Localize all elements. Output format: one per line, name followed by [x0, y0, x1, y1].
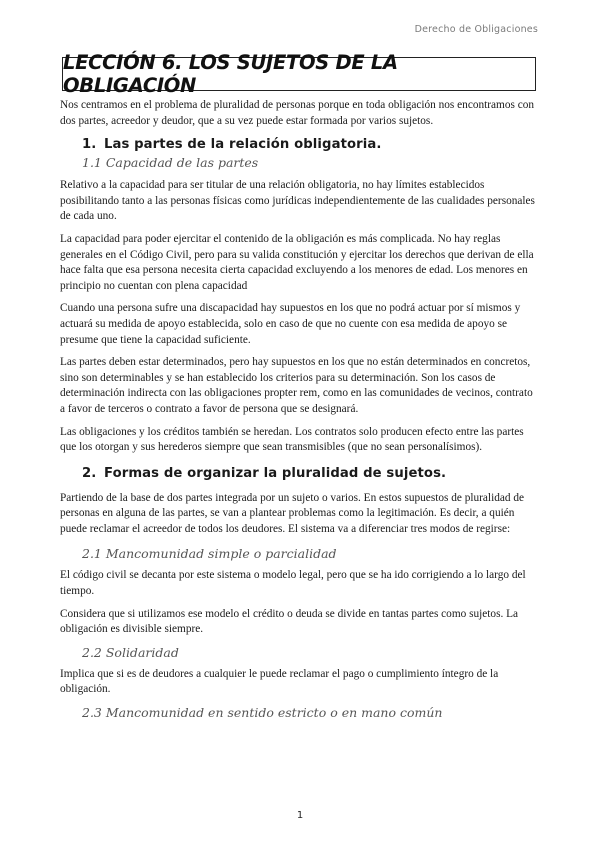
paragraph: Las obligaciones y los créditos también se heredan. Los contratos solo producen efecto entre las partes que los otorgan y sus herederos siempre que sean transmisibles (que no sean personalísimos). — [60, 425, 524, 454]
subsection-2-3-heading: 2.3 Mancomunidad en sentido estricto o en mano común — [82, 705, 443, 721]
page-number: 1 — [296, 810, 304, 821]
subsection-2-1-heading: 2.1 Mancomunidad simple o parcialidad — [82, 546, 337, 562]
section-2-number: 2. — [82, 465, 97, 481]
section-1-title: Las partes de la relación obligatoria. — [104, 137, 382, 153]
section-1-number: 1. — [82, 137, 97, 153]
section-1-heading — [82, 136, 538, 154]
paragraph: Relativo a la capacidad para ser titular de una relación obligatoria, no hay límites establecidos posibilitando tanto a las personas físicas como jurídicas independientemente de las cualidades personales de cada uno. — [60, 179, 535, 223]
intro-paragraph: Nos centramos en el problema de pluralidad de personas porque en toda obligación nos encontramos con dos partes, acreedor y deudor, que a su vez puede estar formada por varios sujetos. — [60, 99, 535, 127]
section-2-heading — [82, 465, 538, 483]
paragraph: Las partes deben estar determinados, pero hay supuestos en los que no están determinados en concretos, sino son determinables y se han establecido los criterios para su determinación. Son los casos de determinación indirecta con las obligaciones propter rem, como en las comunidades de vecinos, contrato a favor de terceros o contrato a favor de persona que se designará. — [60, 356, 533, 415]
paragraph: Considera que si utilizamos ese modelo el crédito o deuda se divide en tantas partes como sujetos. La obligación es divisible siempre. — [60, 607, 519, 636]
page-title: LECCIÓN 6. LOS SUJETOS DE LA OBLIGACIÓN — [63, 51, 398, 97]
section-2-title: Formas de organizar la pluralidad de sujetos. — [104, 465, 447, 481]
subsection-2-2-heading: 2.2 Solidaridad — [82, 644, 179, 660]
paragraph: El código civil se decanta por este sistema o modelo legal, pero que se ha ido corrigiendo a lo largo del tiempo. — [60, 569, 526, 598]
paragraph: La capacidad para poder ejercitar el contenido de la obligación es más complicada. No hay reglas generales en el Código Civil, pero para su valida constitución y ejercitar los derechos que derivan de ella hace falta que esa persona necesita cierta capacidad excluyendo a los menores de edad. Los menores en principio no cuentan con plena capacidad — [60, 232, 534, 292]
paragraph: Partiendo de la base de dos partes integrada por un sujeto o varios. En estos supuestos de pluralidad de personas en alguna de las partes, se van a plantear problemas como la legitimación. Es decir, a quién puede reclamar el acreedor de todos los deudores. El sistema va a diferenciar tres modos de regirse: — [60, 491, 524, 535]
paragraph: Implica que si es de deudores a cualquier le puede reclamar el pago o cumplimiento íntegro de la obligación. — [60, 667, 499, 696]
document-body — [60, 98, 538, 722]
running-header: Derecho de Obligaciones — [414, 24, 538, 35]
subsection-1-1-heading: 1.1 Capacidad de las partes — [82, 155, 259, 171]
paragraph: Cuando una persona sufre una discapacidad hay supuestos en los que no podrá actuar por sí mismos y actuará su medida de apoyo establecida, solo en caso de que no cuente con esa medida de apoyo se presume que tiene la capacidad suficiente. — [60, 302, 521, 346]
title-box — [62, 51, 536, 97]
